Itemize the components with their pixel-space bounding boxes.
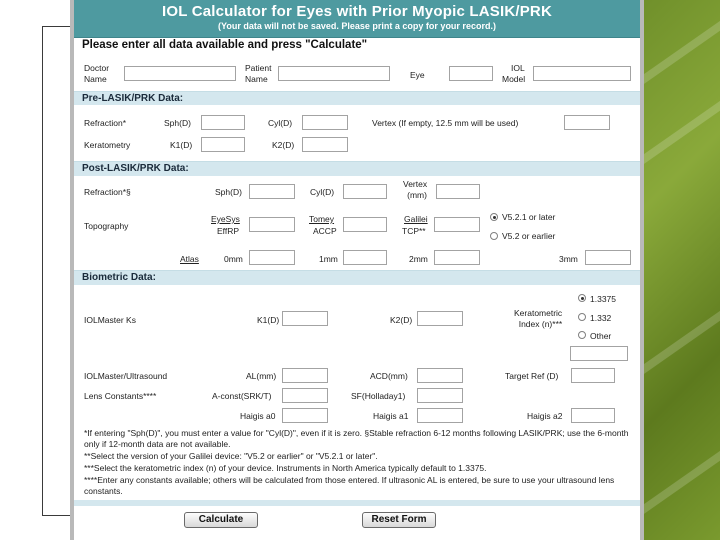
- pre-k2-label: K2(D): [272, 140, 295, 150]
- haigis-a1-input[interactable]: [417, 408, 463, 423]
- aconst-input[interactable]: [282, 388, 328, 403]
- tomey-accp-input[interactable]: [343, 217, 387, 232]
- patient-name-input[interactable]: [278, 66, 390, 81]
- acd-label: ACD(mm): [370, 371, 408, 381]
- calculator-window: [70, 0, 644, 540]
- al-label: AL(mm): [246, 371, 277, 381]
- pre-cyl-input[interactable]: [302, 115, 348, 130]
- galilei-v52-radio[interactable]: [490, 232, 498, 240]
- bio-k2-input[interactable]: [417, 311, 463, 326]
- atlas-label: Atlas: [180, 254, 199, 264]
- atlas-3mm-input[interactable]: [585, 250, 631, 265]
- bio-k1-input[interactable]: [282, 311, 328, 326]
- patient-label: Patient Name: [245, 63, 272, 84]
- atlas-0mm-label: 0mm: [224, 254, 243, 264]
- pre-vertex-label: Vertex (If empty, 12.5 mm will be used): [372, 118, 519, 128]
- tomey-label: Tomey: [309, 214, 335, 224]
- index-other-radio[interactable]: [578, 331, 586, 339]
- index-1-3375-label: 1.3375: [590, 294, 616, 304]
- topography-label: Topography: [84, 221, 129, 231]
- target-ref-input[interactable]: [571, 368, 615, 383]
- iolmaster-ks-label: IOLMaster Ks: [84, 315, 136, 325]
- lens-constants-label: Lens Constants****: [84, 391, 157, 401]
- eye-input[interactable]: [449, 66, 493, 81]
- galilei-v521-radio[interactable]: [490, 213, 498, 221]
- pre-k1-input[interactable]: [201, 137, 245, 152]
- biometric-heading: Biometric Data:: [74, 270, 640, 285]
- pre-keratometry-label: Keratometry: [84, 140, 131, 150]
- pre-refraction-label: Refraction*: [84, 118, 127, 128]
- haigis-a0-input[interactable]: [282, 408, 328, 423]
- reset-form-button[interactable]: Reset Form: [362, 512, 436, 528]
- slide-background-left: [0, 0, 40, 540]
- aconst-label: A-const(SRK/T): [212, 391, 272, 401]
- iolmaster-ultrasound-label: IOLMaster/Ultrasound: [84, 371, 168, 381]
- pre-lasik-heading: Pre-LASIK/PRK Data:: [74, 91, 640, 105]
- al-input[interactable]: [282, 368, 328, 383]
- target-ref-label: Target Ref (D): [505, 371, 559, 381]
- post-sph-input[interactable]: [249, 184, 295, 199]
- pre-vertex-input[interactable]: [564, 115, 610, 130]
- eyesys-label: EyeSys: [211, 214, 240, 224]
- galilei-tcp-input[interactable]: [434, 217, 480, 232]
- doctor-name-input[interactable]: [124, 66, 236, 81]
- bio-k1-label: K1(D): [257, 315, 280, 325]
- title-bar: [74, 0, 640, 38]
- atlas-3mm-label: 3mm: [559, 254, 578, 264]
- note-keratometric-index: ***Select the keratometric index (n) of your device. Instruments in North America typically default to 1.3375.: [84, 463, 487, 473]
- acd-input[interactable]: [417, 368, 463, 383]
- haigis-a2-label: Haigis a2: [527, 411, 563, 421]
- eyesys-effrp-input[interactable]: [249, 217, 295, 232]
- atlas-1mm-input[interactable]: [343, 250, 387, 265]
- page-title: IOL Calculator for Eyes with Prior Myopic LASIK/PRK: [162, 3, 552, 20]
- pre-sph-input[interactable]: [201, 115, 245, 130]
- post-sph-label: Sph(D): [215, 187, 242, 197]
- pre-k2-input[interactable]: [302, 137, 348, 152]
- keratometric-index-label: Keratometric Index (n)***: [514, 308, 563, 329]
- index-1-3375-radio[interactable]: [578, 294, 586, 302]
- post-vertex-input[interactable]: [436, 184, 480, 199]
- eye-label: Eye: [410, 70, 425, 80]
- galilei-v52-label: V5.2 or earlier: [502, 231, 556, 241]
- buttons-separator: [74, 500, 640, 506]
- note-lens-constants: ****Enter any constants available; others will be calculated from those entered. If ultrasonic AL is entered, be sure to use your ultrasound lens constants.: [84, 475, 615, 496]
- iol-model-input[interactable]: [533, 66, 631, 81]
- iol-model-label: IOL Model: [502, 63, 526, 84]
- note-refraction: *If entering "Sph(D)", you must enter a value for "Cyl(D)", even if it is zero. §Stable refraction 6-12 months following LASIK/PRK; use the 6-month only if 12-month data are not available.: [84, 428, 629, 449]
- doctor-label: Doctor Name: [84, 63, 110, 84]
- eyesys-effrp-label: EffRP: [217, 226, 240, 236]
- galilei-tcp-label: TCP**: [402, 226, 426, 236]
- atlas-0mm-input[interactable]: [249, 250, 295, 265]
- post-cyl-label: Cyl(D): [310, 187, 335, 197]
- pre-k1-label: K1(D): [170, 140, 193, 150]
- atlas-1mm-label: 1mm: [319, 254, 338, 264]
- galilei-v521-label: V5.2.1 or later: [502, 212, 556, 222]
- haigis-a1-label: Haigis a1: [373, 411, 409, 421]
- intro-text: Please enter all data available and press "Calculate": [74, 38, 640, 55]
- index-1-332-label: 1.332: [590, 313, 612, 323]
- atlas-2mm-label: 2mm: [409, 254, 428, 264]
- sf-input[interactable]: [417, 388, 463, 403]
- post-refraction-label: Refraction*§: [84, 187, 131, 197]
- post-cyl-input[interactable]: [343, 184, 387, 199]
- tomey-accp-label: ACCP: [313, 226, 337, 236]
- page-subtitle: (Your data will not be saved. Please print a copy for your record.): [218, 21, 496, 31]
- index-other-input[interactable]: [570, 346, 628, 361]
- post-vertex-label: Vertex (mm): [403, 179, 428, 200]
- index-1-332-radio[interactable]: [578, 313, 586, 321]
- post-lasik-heading: Post-LASIK/PRK Data:: [74, 161, 640, 176]
- calculate-button[interactable]: Calculate: [184, 512, 258, 528]
- sf-label: SF(Holladay1): [351, 391, 406, 401]
- index-other-label: Other: [590, 331, 612, 341]
- atlas-2mm-input[interactable]: [434, 250, 480, 265]
- haigis-a0-label: Haigis a0: [240, 411, 276, 421]
- bio-k2-label: K2(D): [390, 315, 413, 325]
- slide-decoration-right: [634, 0, 720, 540]
- pre-sph-label: Sph(D): [164, 118, 191, 128]
- galilei-label: Galilei: [404, 214, 428, 224]
- pre-cyl-label: Cyl(D): [268, 118, 293, 128]
- haigis-a2-input[interactable]: [571, 408, 615, 423]
- note-galilei: **Select the version of your Galilei device: "V5.2 or earlier" or "V5.2.1 or later".: [84, 451, 378, 461]
